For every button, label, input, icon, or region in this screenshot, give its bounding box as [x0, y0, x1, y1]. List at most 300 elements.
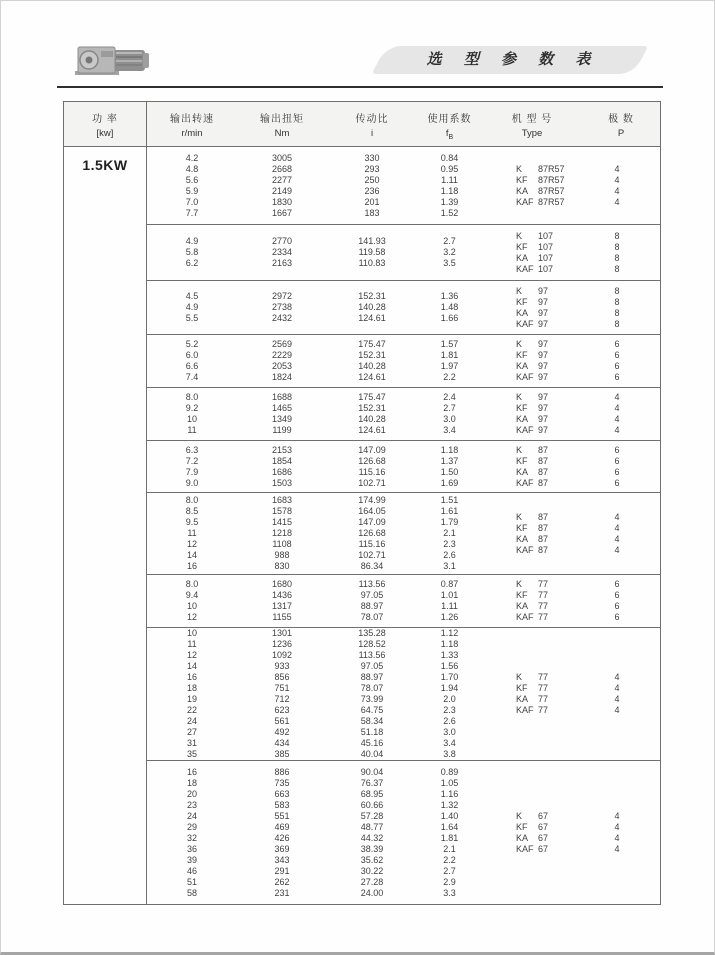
power-value: 1.5KW — [82, 157, 128, 173]
model-prefix: KA — [516, 832, 529, 843]
model-prefix: K — [516, 285, 523, 296]
model-cell — [482, 425, 582, 436]
torque-cell: 1854 — [271, 455, 293, 466]
speed-cell: 23 — [186, 799, 197, 810]
model-size: 77 — [538, 601, 549, 611]
model-prefix: KF — [516, 455, 528, 466]
service-factor-cell: 2.7 — [443, 865, 456, 876]
service-factor-cell: 1.64 — [440, 821, 459, 832]
model-prefix: K — [516, 163, 523, 174]
speed-cell: 16 — [186, 672, 197, 682]
torque-cell: 856 — [274, 672, 290, 682]
torque-cell: 1667 — [271, 207, 293, 218]
column-header-zh: 机 型 号 — [511, 114, 553, 125]
model-prefix: KAF — [516, 705, 534, 715]
model-cell — [482, 414, 582, 425]
torque-cell: 1415 — [271, 517, 293, 527]
table-row — [147, 639, 482, 650]
model-cell — [482, 164, 582, 175]
service-factor-cell: 1.56 — [440, 661, 459, 671]
poles-cell: 4 — [614, 522, 620, 533]
poles-cell: 6 — [614, 350, 620, 360]
torque-cell: 231 — [274, 887, 290, 898]
speed-cell: 6.2 — [185, 258, 199, 268]
service-factor-cell: 2.2 — [443, 854, 456, 865]
table-row — [147, 291, 482, 302]
type-row — [482, 308, 660, 319]
model-prefix: KF — [516, 296, 528, 307]
table-row — [147, 628, 482, 639]
type-row — [482, 339, 660, 350]
model-prefix: KA — [516, 414, 529, 424]
table-row — [147, 888, 482, 899]
type-row — [482, 350, 660, 361]
model-prefix: KF — [516, 241, 528, 252]
model-size: 77 — [538, 590, 549, 600]
model-prefix: K — [516, 339, 523, 349]
poles-cell: 6 — [614, 444, 620, 455]
poles-cell: 4 — [614, 672, 620, 682]
model-cell — [482, 445, 582, 456]
service-factor-cell: 3.4 — [443, 738, 456, 748]
model-size: 87R57 — [538, 163, 565, 174]
model-cell — [482, 833, 582, 844]
poles-cell: 4 — [614, 174, 620, 185]
torque-cell: 1503 — [271, 477, 293, 488]
speed-cell: 7.7 — [185, 207, 199, 218]
model-prefix: KF — [516, 350, 528, 360]
ratio-cell: 147.09 — [358, 517, 386, 527]
speed-cell: 46 — [186, 865, 197, 876]
table-row — [147, 612, 482, 623]
column-header — [582, 102, 660, 146]
torque-cell: 1317 — [271, 601, 293, 611]
speed-cell: 8.5 — [185, 506, 199, 516]
model-prefix: K — [516, 230, 523, 241]
model-prefix: KA — [516, 601, 529, 611]
ratio-cell: 236 — [364, 185, 380, 196]
torque-cell: 583 — [274, 799, 290, 810]
ratio-cell: 201 — [364, 196, 380, 207]
model-cell — [482, 197, 582, 208]
type-row — [482, 612, 660, 623]
model-cell — [482, 534, 582, 545]
service-factor-cell: 1.97 — [440, 361, 459, 371]
ratio-cell: 88.97 — [360, 672, 384, 682]
torque-cell: 2334 — [271, 247, 293, 257]
service-factor-cell: 3.1 — [443, 561, 456, 571]
poles-cell: 6 — [614, 361, 620, 371]
torque-cell: 623 — [274, 705, 290, 715]
model-cell — [482, 467, 582, 478]
poles-cell: 6 — [614, 455, 620, 466]
poles-cell: 4 — [614, 196, 620, 207]
ratio-cell: 128.52 — [358, 639, 386, 649]
model-prefix: K — [516, 579, 523, 589]
torque-cell: 1218 — [271, 528, 293, 538]
model-size: 87 — [538, 544, 549, 555]
torque-cell: 2569 — [271, 339, 293, 349]
service-factor-cell: 1.16 — [440, 788, 459, 799]
table-row — [147, 164, 482, 175]
torque-cell: 886 — [274, 766, 290, 777]
column-header — [482, 102, 582, 146]
model-cell — [482, 242, 582, 253]
type-row — [482, 392, 660, 403]
numeric-rows — [147, 495, 482, 572]
ratio-cell: 140.28 — [358, 302, 386, 312]
table-row — [147, 579, 482, 590]
model-cell — [482, 372, 582, 383]
poles-cell: 6 — [614, 466, 620, 477]
service-factor-cell: 2.6 — [443, 716, 456, 726]
service-factor-cell: 1.57 — [440, 339, 459, 349]
model-cell — [482, 297, 582, 308]
table-row — [147, 197, 482, 208]
type-row — [482, 197, 660, 208]
model-prefix: K — [516, 810, 523, 821]
model-cell — [482, 456, 582, 467]
model-size: 77 — [538, 694, 549, 704]
ratio-cell: 35.62 — [360, 854, 384, 865]
model-size: 87 — [538, 455, 549, 466]
service-factor-cell: 1.52 — [440, 207, 459, 218]
speed-cell: 7.4 — [185, 372, 199, 382]
speed-cell: 29 — [186, 821, 197, 832]
poles-cell: 4 — [614, 544, 620, 555]
column-header-en — [147, 128, 237, 141]
speed-cell: 32 — [186, 832, 197, 843]
ratio-cell: 27.28 — [360, 876, 384, 887]
model-cell — [482, 286, 582, 297]
header-rule — [57, 86, 663, 88]
torque-cell: 291 — [274, 865, 290, 876]
poles-cell: 6 — [614, 339, 620, 349]
service-factor-cell: 2.9 — [443, 876, 456, 887]
ratio-cell: 24.00 — [360, 887, 384, 898]
poles-cell: 4 — [614, 810, 620, 821]
service-factor-cell: 1.01 — [440, 590, 459, 600]
model-size: 97 — [538, 372, 549, 382]
type-row — [482, 523, 660, 534]
speed-cell: 18 — [186, 777, 197, 788]
type-row — [482, 467, 660, 478]
table-row — [147, 672, 482, 683]
torque-cell: 2770 — [271, 236, 293, 246]
speed-cell: 7.9 — [185, 466, 199, 477]
model-size: 97 — [538, 350, 549, 360]
table-row — [147, 506, 482, 517]
torque-cell: 262 — [274, 876, 290, 887]
table-row — [147, 844, 482, 855]
speed-cell: 12 — [186, 539, 197, 549]
speed-cell: 10 — [186, 628, 197, 638]
torque-cell: 2229 — [271, 350, 293, 360]
service-factor-cell: 1.94 — [440, 683, 459, 693]
speed-cell: 7.2 — [185, 455, 199, 466]
poles-cell: 8 — [614, 307, 620, 318]
speed-cell: 22 — [186, 705, 197, 715]
speed-cell: 24 — [186, 810, 197, 821]
torque-cell: 751 — [274, 683, 290, 693]
ratio-cell: 51.18 — [360, 727, 384, 737]
poles-cell: 8 — [614, 285, 620, 296]
ratio-cell: 250 — [364, 174, 380, 185]
torque-cell: 2163 — [271, 258, 293, 268]
table-row — [147, 495, 482, 506]
ratio-cell: 115.16 — [358, 466, 386, 477]
type-row — [482, 844, 660, 855]
speed-cell: 9.4 — [185, 590, 199, 600]
model-prefix: KAF — [516, 425, 534, 435]
model-prefix: KAF — [516, 477, 534, 488]
torque-cell: 2972 — [271, 291, 293, 301]
type-row — [482, 545, 660, 556]
model-size: 87R57 — [538, 185, 565, 196]
column-header-en-text: r/min — [181, 128, 203, 139]
type-row — [482, 672, 660, 683]
model-size: 97 — [538, 318, 549, 329]
table-row — [147, 705, 482, 716]
numeric-rows — [147, 579, 482, 623]
speed-cell: 11 — [187, 639, 197, 649]
model-cell — [482, 350, 582, 361]
table-row — [147, 258, 482, 269]
service-factor-cell: 1.50 — [440, 466, 459, 477]
column-header-en — [327, 128, 417, 141]
numeric-rows — [147, 153, 482, 219]
torque-cell: 2149 — [271, 185, 293, 196]
poles-cell: 4 — [614, 425, 620, 435]
service-factor-cell: 2.7 — [443, 236, 456, 246]
model-cell — [482, 175, 582, 186]
speed-cell: 5.9 — [185, 185, 199, 196]
model-prefix: KF — [516, 522, 528, 533]
service-factor-cell: 1.81 — [440, 832, 459, 843]
ratio-cell: 102.71 — [358, 550, 386, 560]
model-prefix: KF — [516, 683, 528, 693]
model-cell — [482, 601, 582, 612]
service-factor-cell: 1.11 — [441, 174, 458, 185]
table-row — [147, 313, 482, 324]
numeric-rows — [147, 392, 482, 436]
speed-cell: 16 — [186, 561, 197, 571]
ratio-cell: 57.28 — [360, 810, 384, 821]
poles-cell: 8 — [614, 296, 620, 307]
model-prefix: KAF — [516, 263, 534, 274]
type-row — [482, 478, 660, 489]
column-header — [237, 102, 327, 146]
service-factor-cell: 3.3 — [443, 887, 456, 898]
ratio-cell: 140.28 — [358, 361, 386, 371]
torque-cell: 1578 — [271, 506, 293, 516]
model-prefix: K — [516, 444, 523, 455]
model-size: 67 — [538, 843, 549, 854]
model-size: 77 — [538, 672, 549, 682]
service-factor-cell: 1.48 — [440, 302, 459, 312]
model-size: 107 — [538, 230, 554, 241]
service-factor-cell: 1.32 — [440, 799, 459, 810]
torque-cell: 1301 — [271, 628, 293, 638]
model-prefix: KA — [516, 185, 529, 196]
column-header-zh: 极 数 — [608, 114, 634, 125]
column-header-en — [417, 128, 482, 141]
torque-cell: 2053 — [271, 361, 293, 371]
service-factor-cell: 3.2 — [443, 247, 456, 257]
type-row — [482, 253, 660, 264]
speed-cell: 4.8 — [185, 163, 199, 174]
type-rows — [482, 231, 660, 275]
ratio-cell: 124.61 — [358, 313, 386, 323]
model-cell — [482, 612, 582, 623]
speed-cell: 8.0 — [185, 495, 199, 505]
table-row — [147, 727, 482, 738]
title-banner — [372, 46, 649, 74]
table-row — [147, 186, 482, 197]
type-row — [482, 372, 660, 383]
type-rows — [482, 672, 660, 716]
ratio-cell: 141.93 — [358, 236, 386, 246]
torque-cell: 2432 — [271, 313, 293, 323]
ratio-cell: 97.05 — [360, 590, 384, 600]
speed-cell: 8.0 — [185, 579, 199, 589]
type-rows — [482, 512, 660, 556]
speed-cell: 51 — [186, 876, 197, 887]
torque-cell: 1686 — [271, 466, 293, 477]
table-row — [147, 811, 482, 822]
torque-cell: 551 — [274, 810, 290, 821]
service-factor-cell: 1.39 — [440, 196, 459, 207]
rating-block — [147, 440, 660, 492]
model-size: 87R57 — [538, 196, 565, 207]
type-row — [482, 242, 660, 253]
type-row — [482, 683, 660, 694]
type-row — [482, 286, 660, 297]
column-header-en — [582, 128, 660, 141]
column-header-en-text: P — [617, 128, 625, 139]
table-row — [147, 414, 482, 425]
poles-cell: 4 — [614, 511, 620, 522]
model-prefix: KAF — [516, 544, 534, 555]
poles-cell: 4 — [614, 843, 620, 854]
service-factor-cell: 0.84 — [440, 152, 459, 163]
service-factor-cell: 2.7 — [443, 403, 456, 413]
numeric-rows — [147, 236, 482, 269]
table-row — [147, 789, 482, 800]
speed-cell: 27 — [186, 727, 197, 737]
torque-cell: 434 — [274, 738, 290, 748]
model-cell — [482, 844, 582, 855]
speed-cell: 10 — [186, 601, 197, 611]
table-row — [147, 208, 482, 219]
ratio-cell: 124.61 — [358, 372, 386, 382]
torque-cell: 2277 — [271, 174, 293, 185]
model-size: 77 — [538, 612, 549, 622]
table-row — [147, 456, 482, 467]
poles-cell: 6 — [614, 372, 620, 382]
service-factor-cell: 3.5 — [443, 258, 456, 268]
power-header-unit: [kw] — [96, 128, 114, 139]
model-cell — [482, 545, 582, 556]
type-row — [482, 403, 660, 414]
model-size: 97 — [538, 361, 549, 371]
torque-cell: 1236 — [271, 639, 293, 649]
torque-cell: 830 — [274, 561, 290, 571]
table-row — [147, 372, 482, 383]
model-prefix: KAF — [516, 372, 534, 382]
type-row — [482, 425, 660, 436]
poles-cell: 4 — [614, 683, 620, 693]
speed-cell: 9.5 — [185, 517, 199, 527]
poles-cell: 8 — [614, 241, 620, 252]
rating-block — [147, 627, 660, 760]
ratio-cell: 73.99 — [360, 694, 384, 704]
type-rows — [482, 164, 660, 208]
ratio-cell: 119.58 — [358, 247, 386, 257]
model-size: 107 — [538, 263, 554, 274]
rating-block — [147, 147, 660, 224]
model-size: 97 — [538, 339, 549, 349]
ratio-cell: 44.32 — [360, 832, 384, 843]
ratio-cell: 147.09 — [358, 444, 386, 455]
ratio-cell: 113.56 — [358, 650, 386, 660]
torque-cell: 1688 — [271, 392, 293, 402]
service-factor-cell: 1.81 — [440, 350, 459, 360]
torque-cell: 2738 — [271, 302, 293, 312]
service-factor-cell: 1.12 — [440, 628, 459, 638]
column-header-zh: 使用系数 — [427, 114, 472, 125]
poles-cell: 6 — [614, 590, 620, 600]
column-header — [327, 102, 417, 146]
type-row — [482, 579, 660, 590]
model-cell — [482, 705, 582, 716]
model-prefix: KA — [516, 252, 529, 263]
torque-cell: 988 — [274, 550, 290, 560]
model-cell — [482, 339, 582, 350]
type-row — [482, 512, 660, 523]
model-cell — [482, 308, 582, 319]
ratio-cell: 58.34 — [360, 716, 384, 726]
table-row — [147, 236, 482, 247]
torque-cell: 343 — [274, 854, 290, 865]
torque-cell: 1824 — [271, 372, 293, 382]
ratio-cell: 126.68 — [358, 528, 386, 538]
service-factor-cell: 2.4 — [443, 392, 456, 402]
model-cell — [482, 672, 582, 683]
poles-cell: 8 — [614, 252, 620, 263]
type-row — [482, 445, 660, 456]
model-size: 97 — [538, 403, 549, 413]
model-size: 87 — [538, 511, 549, 522]
torque-cell: 663 — [274, 788, 290, 799]
power-header-zh: 功 率 — [92, 114, 118, 125]
type-row — [482, 705, 660, 716]
column-header-zh: 输出扭矩 — [260, 114, 304, 125]
model-cell — [482, 319, 582, 330]
table-row — [147, 561, 482, 572]
numeric-rows — [147, 445, 482, 489]
table-row — [147, 767, 482, 778]
numeric-rows — [147, 291, 482, 324]
ratio-cell: 330 — [364, 152, 380, 163]
model-cell — [482, 683, 582, 694]
model-size: 97 — [538, 307, 549, 318]
table-row — [147, 339, 482, 350]
model-size: 97 — [538, 296, 549, 307]
column-header-zh: 传动比 — [355, 114, 389, 125]
column-header-en-text: f — [445, 128, 449, 139]
ratio-cell: 183 — [364, 207, 380, 218]
